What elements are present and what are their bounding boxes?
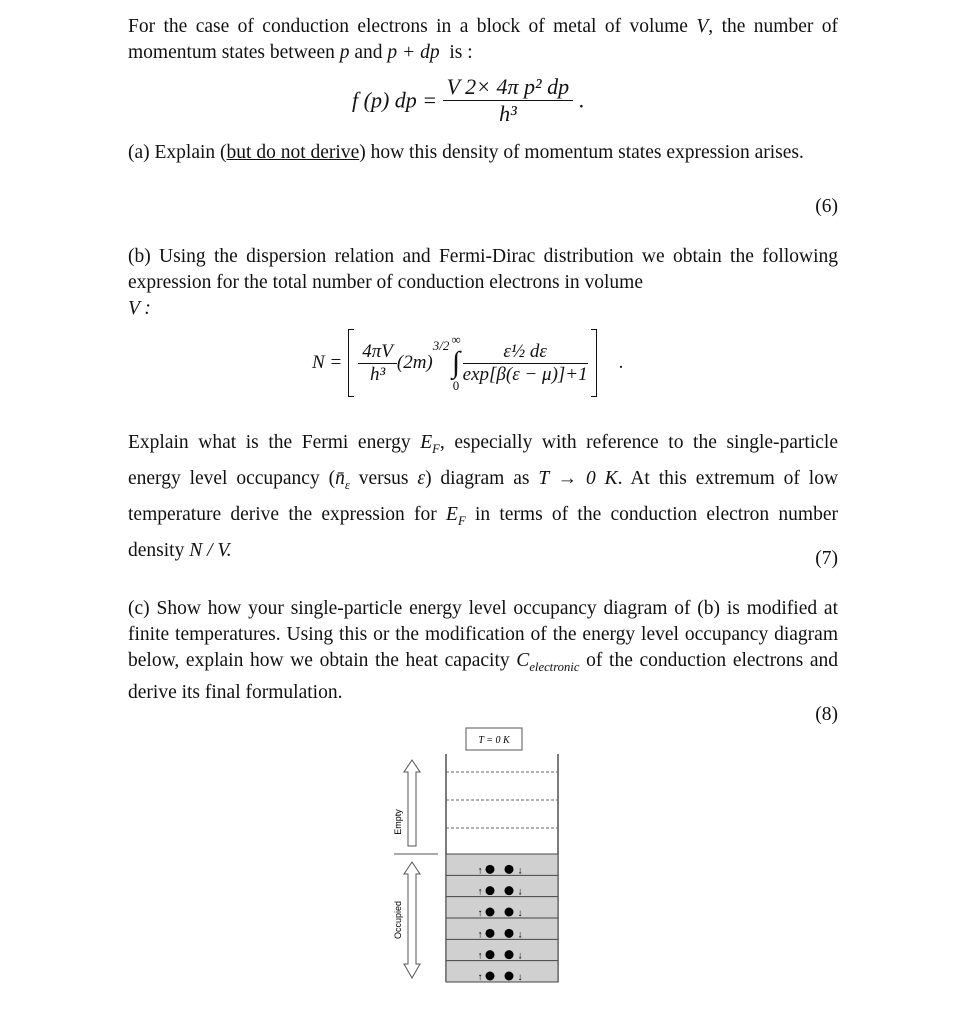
equation-electron-number: [312, 328, 623, 398]
part-b-ef2: E: [446, 503, 458, 525]
spin-down-icon: ↓: [517, 908, 523, 919]
empty-arrow: [404, 760, 420, 846]
part-a-question: [128, 140, 838, 166]
part-b-question: [128, 428, 838, 565]
part-c-var-c-sub: electronic: [529, 659, 580, 674]
eq2-coef-den: h³: [369, 363, 386, 385]
spin-down-icon: ↓: [517, 865, 523, 877]
eq2-int-upper: ∞: [451, 332, 461, 347]
part-b-ef: E: [420, 432, 433, 453]
temp-label: T = 0 K: [478, 735, 510, 746]
part-a-underlined: but do not derive: [226, 142, 360, 163]
eq1-denominator: h³: [499, 101, 517, 126]
part-c-text-1: (c) Show how your single-particle energy level occupancy diagram of (b) is modified at finite temperatures. Using this or the modification of the energy level occupancy diagram below, explain how we obtain the heat capacity: [128, 598, 838, 671]
part-b-versus: versus: [358, 467, 409, 489]
part-b-limit: T → 0 K: [538, 467, 618, 489]
part-a-rest: ) how this density of momentum states expression arises.: [359, 142, 804, 163]
eq2-coef-fraction: [358, 341, 397, 386]
part-b-q2: , especially with reference to the single-particle energy level occupancy (: [128, 432, 838, 489]
spin-up-icon: ↑: [477, 972, 483, 983]
spin-down-icon: ↓: [517, 886, 523, 898]
part-b-q4: . At this extremum of low temperature derive the expression for: [128, 467, 839, 525]
part-c-var-c: C: [516, 650, 530, 671]
eq2-bracket-right: [591, 329, 597, 397]
electron-dot: [486, 908, 495, 917]
part-c-marks: (8): [815, 704, 838, 725]
spin-down-icon: ↓: [517, 972, 523, 983]
electron-dot: [505, 908, 514, 917]
part-b-nbar-sub: ε: [344, 477, 350, 492]
eq2-int-lower: 0: [452, 378, 460, 393]
part-b-ratio: N / V.: [189, 539, 232, 561]
electron-dot: [486, 950, 495, 959]
intro-var-p-dp: p + dp: [387, 42, 440, 63]
electron-dot: [505, 865, 514, 874]
part-b-marks: (7): [815, 548, 838, 569]
occupied-label: Occupied: [393, 900, 403, 940]
eq2-int-sign: ∫: [451, 346, 461, 379]
spin-up-icon: ↑: [477, 886, 483, 898]
part-c-text-2: of the conduction electrons and derive its final formulation.: [128, 650, 839, 703]
part-c-question: [128, 596, 838, 706]
part-b-q3: ) diagram as: [425, 467, 530, 489]
eq2-coef-num: 4πV: [358, 341, 397, 364]
part-a-marks: (6): [815, 196, 838, 217]
electron-dot: [505, 929, 514, 938]
spin-down-icon: ↓: [517, 950, 523, 962]
part-b-ef2-sub: F: [457, 513, 466, 528]
eq2-mass-exp: 3/2: [432, 338, 450, 353]
empty-label: Empty: [393, 809, 403, 835]
part-b-ef-sub: F: [432, 441, 440, 456]
eq2-integrand-num: ε½ dε: [463, 341, 588, 364]
eq1-numerator: V 2× 4π p² dp: [443, 74, 574, 101]
electron-dot: [486, 972, 495, 981]
spin-up-icon: ↑: [477, 865, 483, 877]
spin-up-icon: ↑: [477, 908, 483, 919]
part-b-intro: [128, 244, 838, 322]
spin-down-icon: ↓: [517, 929, 523, 941]
electron-dot: [505, 972, 514, 981]
electron-dot: [486, 886, 495, 895]
part-b-q5: in terms of the conduction electron number density: [128, 503, 838, 561]
part-b-text: (b) Using the dispersion relation and Fermi-Dirac distribution we obtain the following expression for the total number of conduction electrons in volume: [128, 246, 838, 293]
spin-up-icon: ↑: [477, 929, 483, 941]
electron-dot: [486, 929, 495, 938]
eq2-integrand-fraction: [463, 341, 588, 386]
intro-and: and: [354, 42, 383, 63]
intro-var-p: p: [339, 42, 350, 63]
spin-up-icon: ↑: [477, 950, 483, 962]
occupied-arrow: [404, 862, 420, 978]
eq2-integrand-den: exp[β(ε − μ)]+1: [462, 363, 588, 385]
intro-is: is :: [449, 42, 473, 63]
equation-density-of-states: [352, 74, 584, 127]
intro-text-2: , the number of momentum states between: [128, 16, 838, 63]
intro-paragraph: [128, 14, 838, 66]
part-b-epsilon: ε: [417, 467, 426, 489]
energy-level-occupancy-diagram: [390, 724, 590, 996]
part-b-nbar: n̄: [335, 467, 345, 489]
electron-dot: [486, 865, 495, 874]
eq2-mass: (2m): [396, 352, 433, 373]
electron-dot: [505, 950, 514, 959]
empty-levels: [446, 772, 558, 828]
intro-var-v: V: [696, 16, 709, 37]
eq2-integral: [451, 334, 460, 392]
eq2-bracket-left: [348, 329, 354, 397]
eq1-trailing: .: [578, 87, 585, 113]
part-a-prefix: (a) Explain (: [128, 142, 227, 163]
part-b-q1: Explain what is the Fermi energy: [128, 432, 411, 453]
intro-text-1: For the case of conduction electrons in a block of metal of volume: [128, 16, 688, 37]
eq2-lhs: N =: [312, 352, 343, 373]
eq2-trailing: .: [618, 352, 624, 373]
eq1-fraction: [443, 74, 574, 127]
eq1-lhs: f (p) dp =: [352, 87, 438, 113]
part-b-var-v: V :: [128, 298, 151, 319]
electron-dot: [505, 886, 514, 895]
